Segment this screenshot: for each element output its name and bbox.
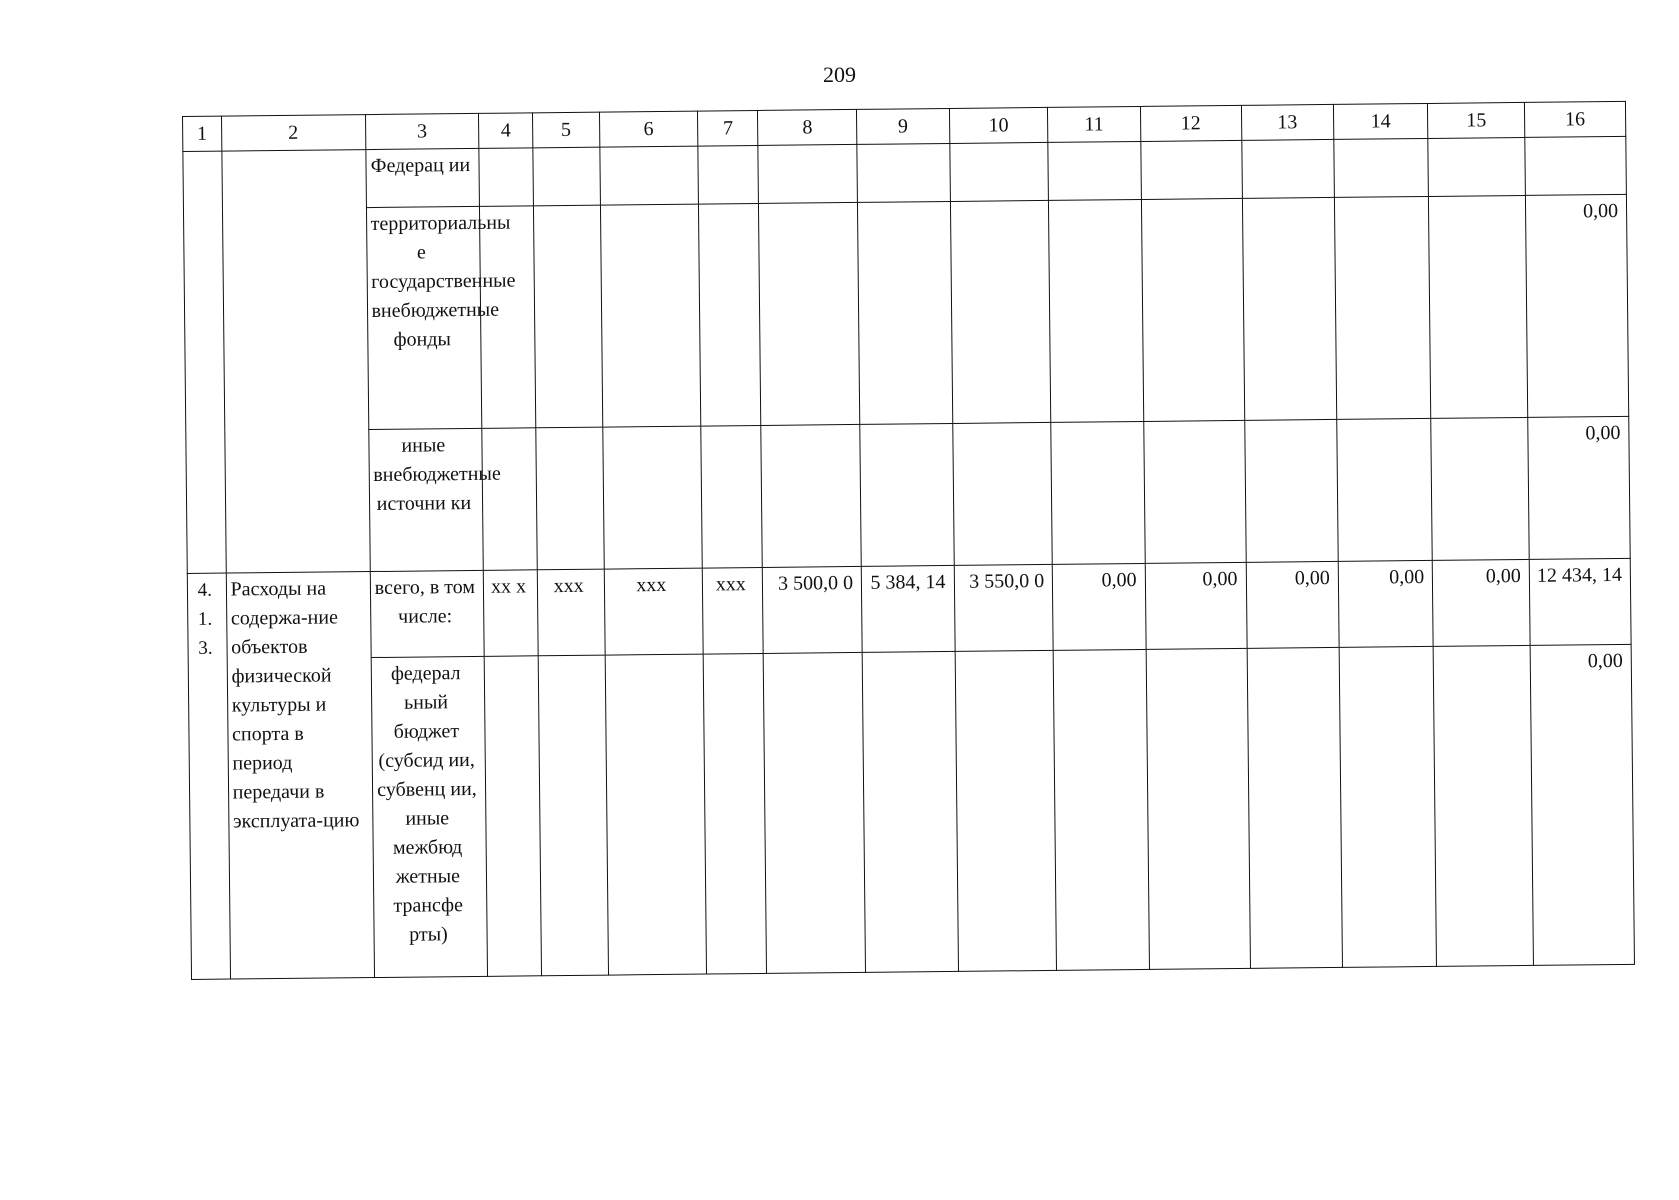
funding-source-cell: федерал ьный бюджет (субсид ии, субвенц ии, иные межбюд жетные трансфе рты) (371, 656, 488, 977)
total-value-cell: 0,00 (1528, 416, 1631, 559)
value-cell-6: ххх (604, 568, 704, 655)
column-number-9: 9 (857, 108, 950, 144)
value-cell-9: 5 384, 14 (861, 565, 954, 652)
value-cell-4: хх х (484, 570, 539, 657)
column-number-4: 4 (479, 113, 533, 149)
column-number-13: 13 (1241, 104, 1334, 140)
column-number-12: 12 (1140, 105, 1241, 141)
column-number-10: 10 (949, 107, 1048, 143)
total-value-cell: 0,00 (1525, 194, 1628, 417)
item-number-cell-prev (183, 151, 226, 573)
value-cell-10: 3 550,0 0 (954, 564, 1054, 651)
page-number: 209 (823, 62, 856, 87)
column-number-1: 1 (183, 116, 222, 151)
item-name-cell-prev (222, 150, 370, 573)
item-name-cell: Расходы на содержа-ние объектов физической культуры и спорта в период передачи в эксплуата-цию (226, 572, 374, 979)
column-number-7: 7 (698, 110, 758, 146)
total-value-cell: 0,00 (1530, 644, 1634, 965)
funding-source-cell: Федерац ии (365, 148, 479, 207)
column-number-6: 6 (599, 111, 698, 147)
funding-source-cell: территориальны е государственные внебюджетные фонды (366, 206, 482, 429)
table-row (188, 644, 1634, 979)
table-row (187, 558, 1631, 659)
column-number-16: 16 (1524, 101, 1625, 137)
value-cell-11: 0,00 (1053, 563, 1146, 650)
column-number-3: 3 (365, 113, 479, 149)
budget-table-sheet (182, 101, 1635, 980)
budget-table (182, 101, 1635, 980)
funding-source-cell: иные внебюджетные источни ки (368, 428, 483, 571)
column-number-2: 2 (221, 115, 365, 152)
column-number-15: 15 (1428, 102, 1525, 138)
table-row (186, 416, 1630, 573)
item-number-cell: 4. 1. 3. (187, 573, 230, 979)
value-cell-8: 3 500,0 0 (763, 566, 863, 653)
column-number-5: 5 (532, 112, 599, 148)
value-cell-7: ххх (703, 567, 764, 654)
column-number-8: 8 (758, 109, 857, 145)
value-cell-5: ххх (537, 569, 604, 656)
value-cell-12: 0,00 (1145, 562, 1247, 649)
value-cell-13: 0,00 (1246, 561, 1339, 648)
funding-source-cell: всего, в том числе: (370, 570, 485, 657)
column-number-11: 11 (1048, 106, 1141, 142)
value-cell-14: 0,00 (1338, 560, 1433, 647)
column-number-14: 14 (1333, 103, 1428, 139)
value-cell-16: 12 434, 14 (1529, 558, 1631, 645)
value-cell-15: 0,00 (1433, 559, 1531, 646)
table-row (183, 194, 1628, 431)
